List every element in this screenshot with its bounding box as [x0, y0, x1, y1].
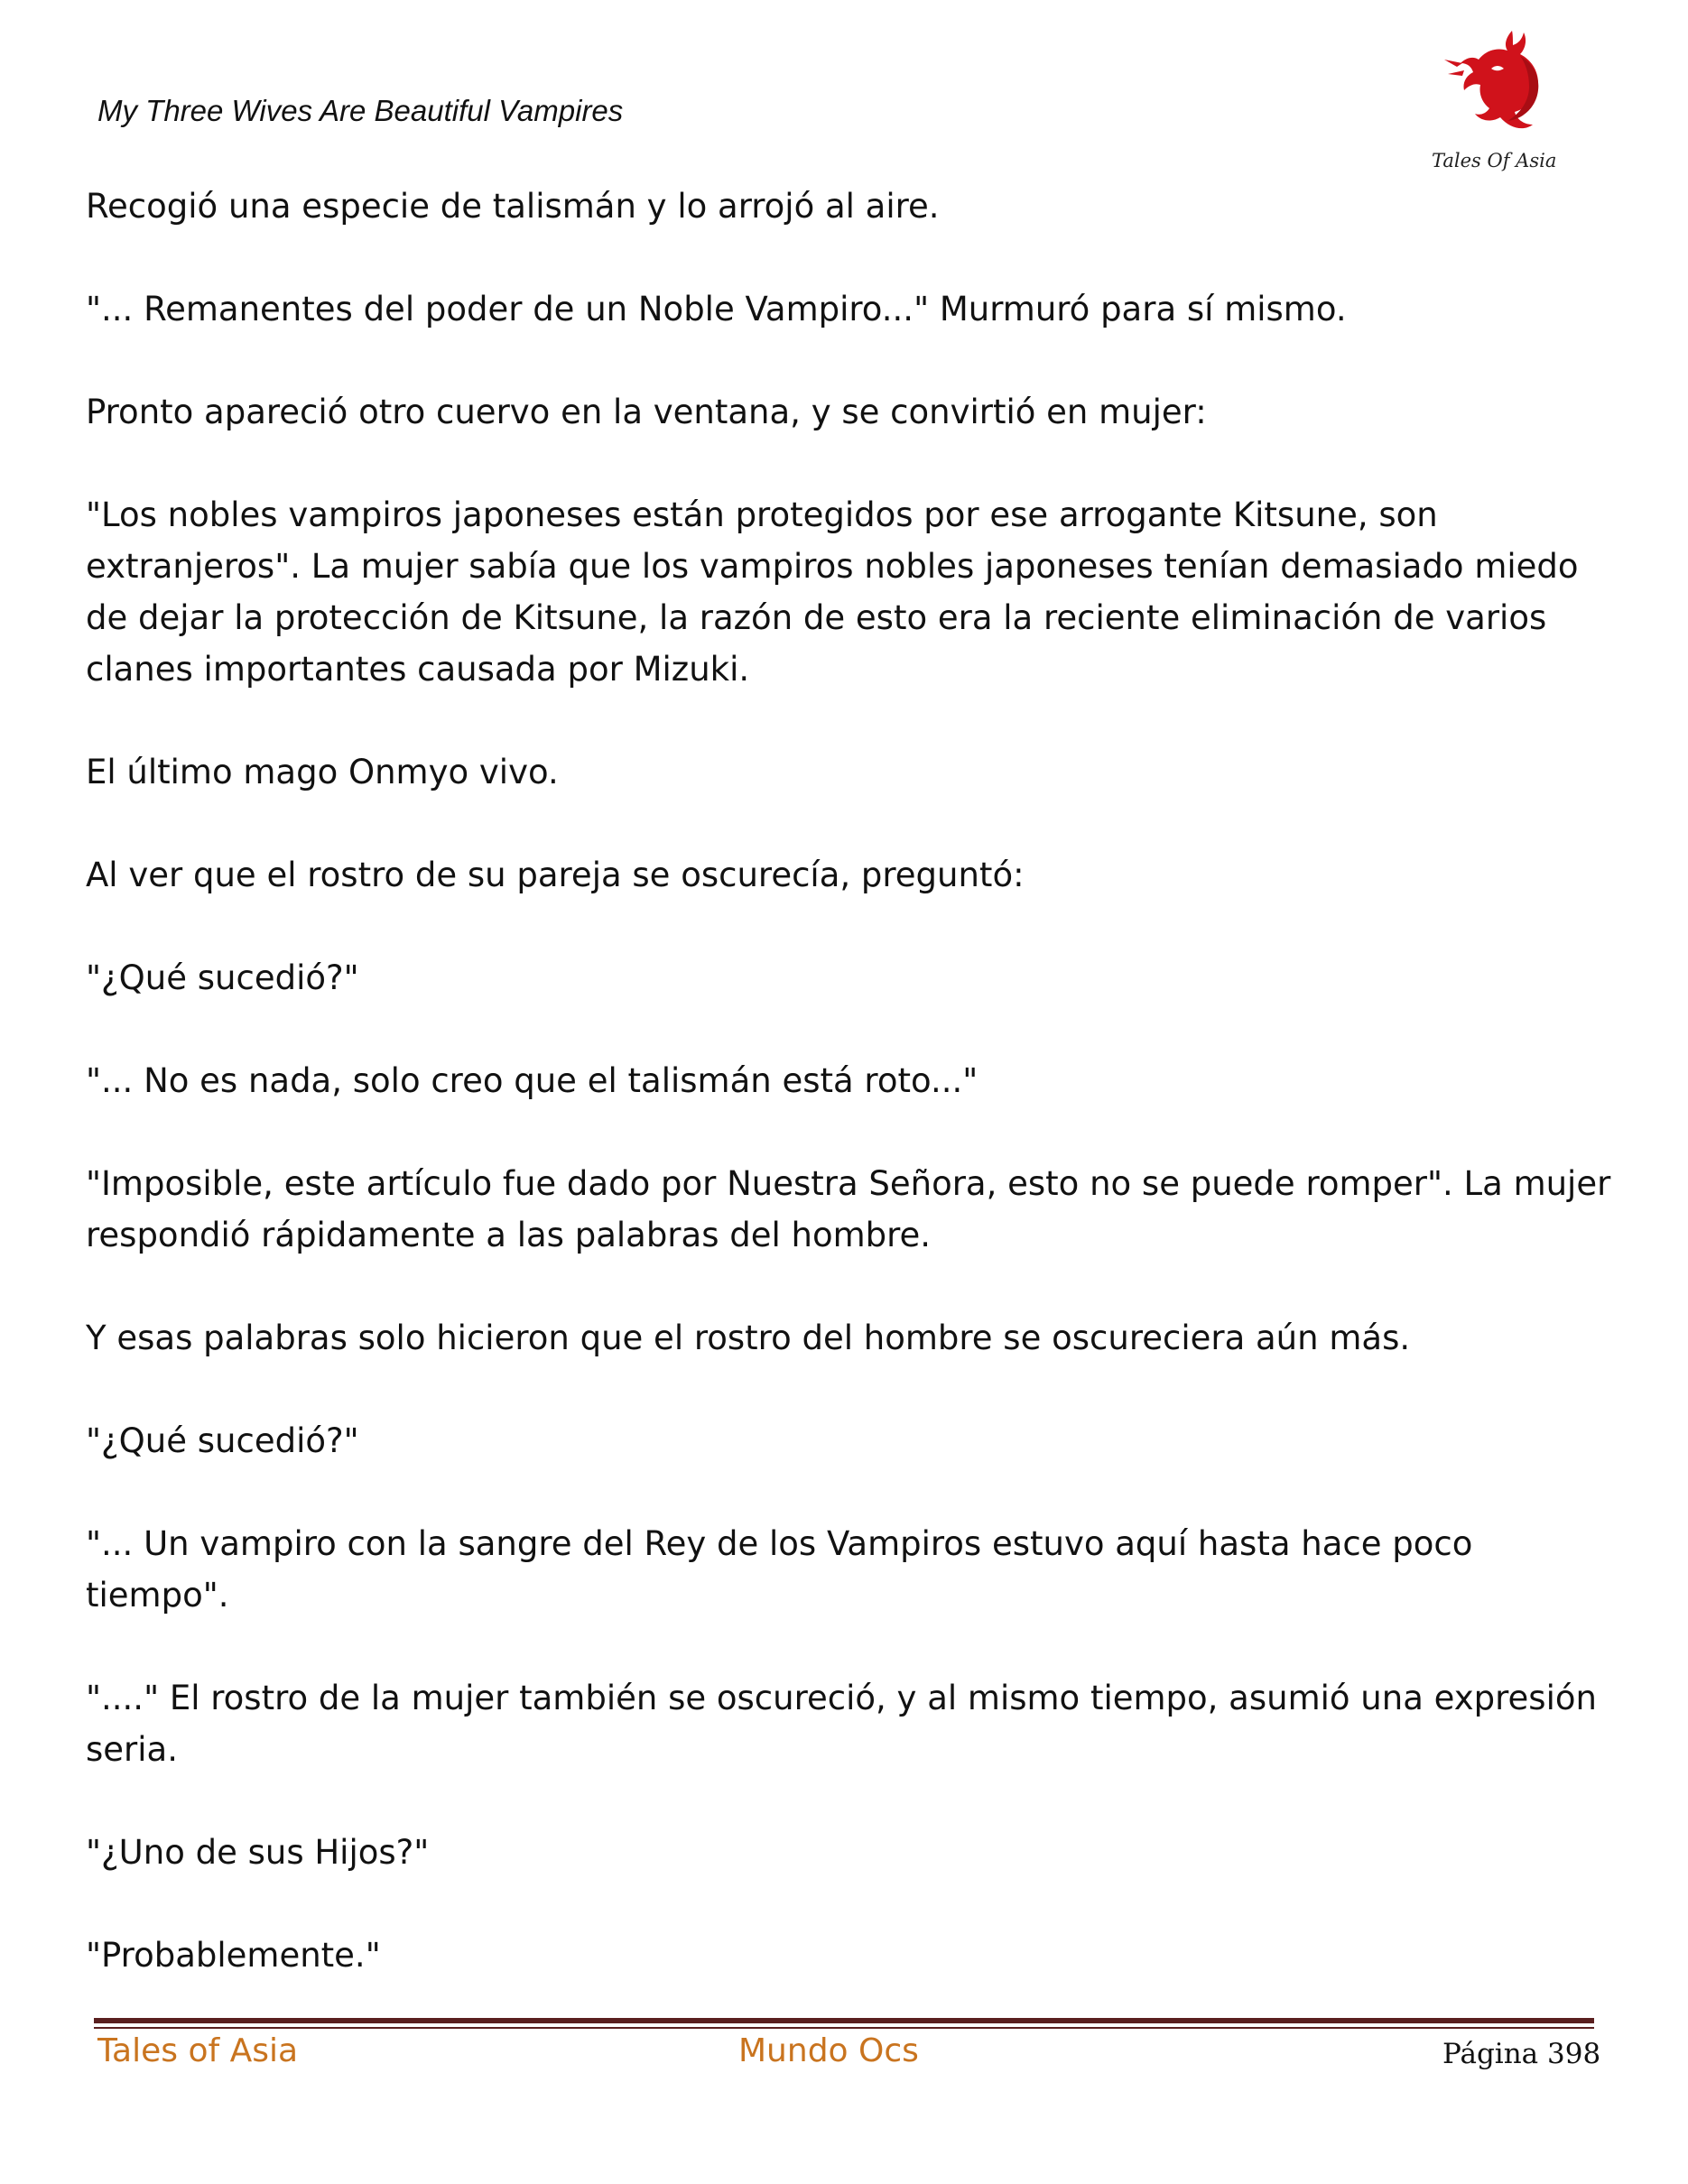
paragraph: "¿Uno de sus Hijos?": [86, 1833, 430, 1872]
footer-site-name: Mundo Ocs: [738, 2032, 919, 2069]
paragraph: "Probablemente.": [86, 1936, 381, 1975]
paragraph: "¿Qué sucedió?": [86, 958, 359, 997]
paragraph: Pronto apareció otro cuervo en la ventana, y se convirtió en mujer:: [86, 393, 1207, 431]
paragraph: Y esas palabras solo hicieron que el rostro del hombre se oscureciera aún más.: [86, 1319, 1411, 1357]
logo-text: Tales Of Asia: [1432, 150, 1557, 171]
footer-divider: [94, 2018, 1594, 2023]
paragraph: "Imposible, este artículo fue dado por Nuestra Señora, esto no se puede romper". La mujer respondió rápidamente a las palabras del hombre.: [86, 1164, 1611, 1254]
paragraph: "...." El rostro de la mujer también se oscureció, y al mismo tiempo, asumió una expresión seria.: [86, 1679, 1597, 1769]
document-body: [86, 180, 1620, 2032]
paragraph: "... Un vampiro con la sangre del Rey de los Vampiros estuvo aquí hasta hace poco tiempo".: [86, 1524, 1473, 1615]
document-header-title: My Three Wives Are Beautiful Vampires: [97, 94, 624, 127]
footer-divider-thin: [94, 2027, 1594, 2029]
paragraph: "... No es nada, solo creo que el talismán está roto...": [86, 1061, 978, 1100]
paragraph: "Los nobles vampiros japoneses están protegidos por ese arrogante Kitsune, son extranjeros". La mujer sabía que los vampiros nobles japoneses tenían demasiado miedo de dejar la protección de Kitsune, la razón de esto era la reciente eliminación de varios clanes importantes causada por Mizuki.: [86, 495, 1579, 689]
paragraph: "¿Qué sucedió?": [86, 1421, 359, 1460]
paragraph: El último mago Onmyo vivo.: [86, 753, 559, 791]
paragraph: Al ver que el rostro de su pareja se oscurecía, preguntó:: [86, 856, 1025, 894]
footer-publisher: Tales of Asia: [97, 2032, 299, 2069]
paragraph: "... Remanentes del poder de un Noble Vampiro..." Murmuró para sí mismo.: [86, 290, 1347, 329]
page-number: Página 398: [1442, 2038, 1601, 2070]
paragraph: Recogió una especie de talismán y lo arrojó al aire.: [86, 187, 940, 226]
